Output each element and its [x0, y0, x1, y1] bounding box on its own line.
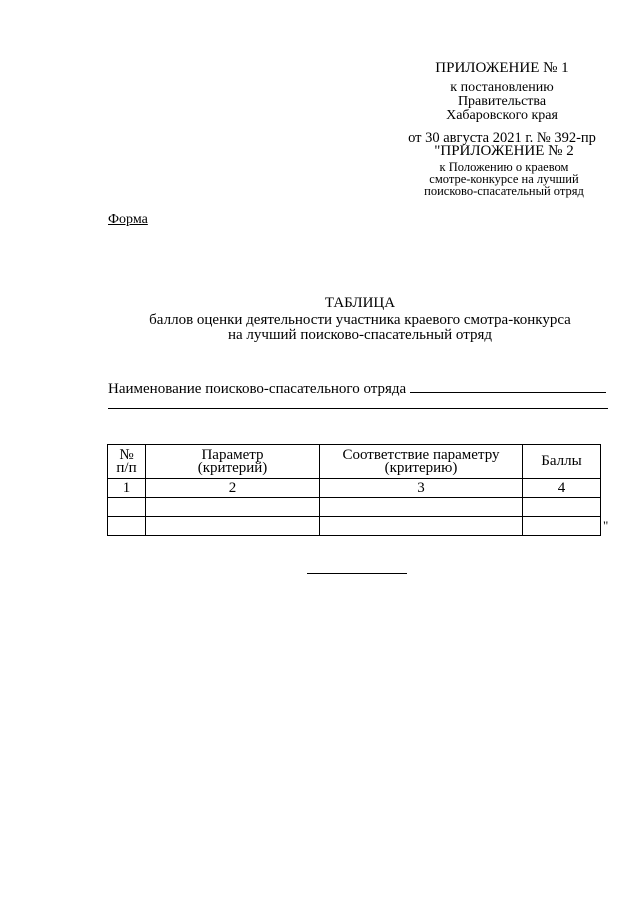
unit-name-blank-continuation[interactable]	[108, 408, 608, 409]
subtitle-line: на лучший поисково-спасательный отряд	[228, 327, 492, 343]
closing-quote: "	[603, 518, 609, 533]
score-table	[107, 444, 601, 536]
unit-name-blank[interactable]	[410, 378, 606, 393]
unit-name-label: Наименование поисково-спасательного отряда	[108, 381, 407, 397]
table-cell[interactable]	[146, 517, 320, 536]
numbering-cell: 2	[146, 479, 320, 498]
header-text: (критерий)	[197, 459, 268, 476]
header-text: п/п	[116, 459, 137, 476]
table-cell[interactable]	[523, 517, 601, 536]
appendix-2-line: к Положению о краевом	[439, 160, 569, 174]
numbering-cell: 1	[108, 479, 146, 498]
appendix-1-line: Хабаровского края	[446, 108, 558, 123]
table-title: ТАБЛИЦА	[324, 295, 396, 311]
table-cell[interactable]	[320, 498, 523, 517]
table-cell[interactable]	[108, 517, 146, 536]
header-text: Параметр	[201, 446, 264, 463]
numbering-cell: 3	[320, 479, 523, 498]
table-cell[interactable]	[523, 498, 601, 517]
table-header-row	[108, 445, 601, 479]
appendix-1-line: Правительства	[457, 94, 547, 109]
subtitle-line: баллов оценки деятельности участника краевого смотра-конкурса	[149, 312, 571, 328]
table-cell[interactable]	[108, 498, 146, 517]
header-cell-parameter	[146, 445, 320, 479]
header-text: №	[119, 446, 134, 463]
unit-name-row	[108, 378, 606, 398]
table-cell[interactable]	[320, 517, 523, 536]
header-text: Соответствие параметру	[342, 446, 500, 463]
table-row	[108, 498, 601, 517]
header-text: Баллы	[541, 453, 582, 469]
appendix-2-line: поисково-спасательный отряд	[424, 184, 584, 198]
header-cell-number	[108, 445, 146, 479]
header-text: (критерию)	[384, 459, 458, 476]
table-subtitle	[100, 313, 620, 343]
appendix-1-title: ПРИЛОЖЕНИЕ № 1	[435, 60, 569, 76]
appendix-1-line: к постановлению	[450, 80, 554, 95]
appendix-2-block	[410, 143, 598, 197]
numbering-cell: 4	[523, 479, 601, 498]
table-cell[interactable]	[146, 498, 320, 517]
table-row	[108, 517, 601, 536]
appendix-1-date: от 30 августа 2021 г. № 392-пр	[408, 130, 596, 146]
header-cell-compliance	[320, 445, 523, 479]
table-numbering-row	[108, 479, 601, 498]
appendix-2-line: смотре-конкурсе на лучший	[429, 172, 579, 186]
end-separator-line	[307, 573, 407, 574]
appendix-1-block	[396, 60, 608, 145]
appendix-2-title: "ПРИЛОЖЕНИЕ № 2	[434, 143, 574, 159]
header-cell-points	[523, 445, 601, 479]
form-label: Форма	[108, 212, 148, 227]
